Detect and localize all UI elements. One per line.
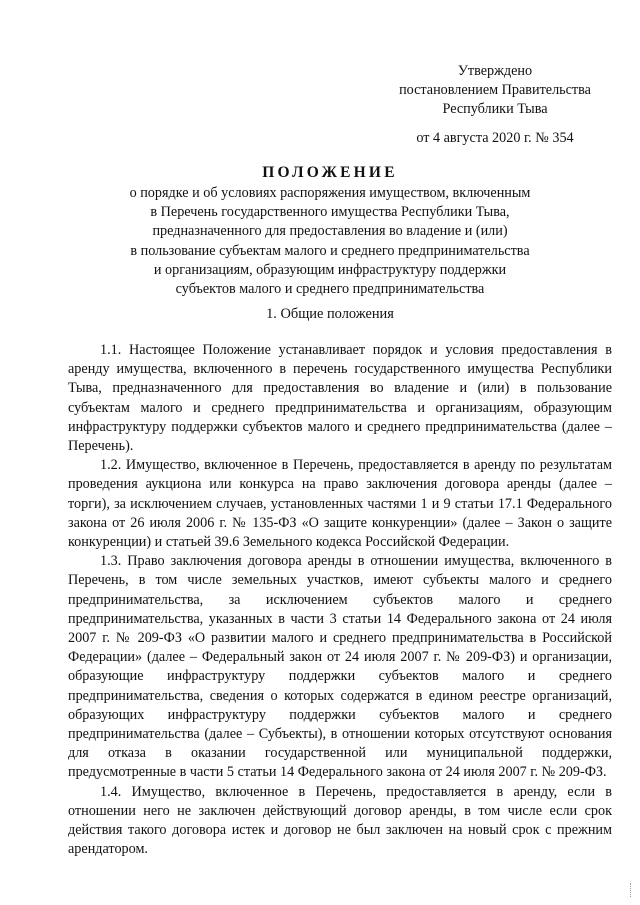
paragraph: 1.2. Имущество, включенное в Перечень, предоставляется в аренду по результатам проведения аукциона или конкурса на право заключения договора аренды (далее – торги), за исключением случаев, установленных частями 1 и 9 статьи 17.1 Федерального закона от 26 июля 2006 г. № 135-ФЗ «О защите конкуренции» (далее – Закон о защите конкуренции) и статьей 39.6 Земельного кодекса Российской Федерации. xyxy=(68,457,612,551)
paragraph: 1.3. Право заключения договора аренды в отношении имущества, включенного в Перечень, в том числе земельных участков, имеют субъекты малого и среднего предпринимательства, за исключением субъектов малого и среднего предпринимательства, указанных в части 3 статьи 14 Федерального закона от 24 июля 2007 г. № 209-ФЗ «О развитии малого и среднего предпринимательства в Российской Федерации» (далее – Федеральный закон от 24 июля 2007 г. № 209-ФЗ) и организации, образующие инфраструктуру поддержки субъектов малого и среднего предпринимательства, сведения о которых содержатся в едином реестре организаций, образующих инфраструктуру поддержки субъектов малого и среднего предпринимательства (далее – Субъекты), в отношении которых отсутствуют основания для отказа в оказании государственной или муниципальной поддержки, предусмотренные в части 5 статьи 14 Федерального закона от 24 июля 2007 г. № 209-ФЗ. xyxy=(68,553,612,781)
section-heading: 1. Общие положения xyxy=(266,306,394,322)
document-subtitle-line: субъектов малого и среднего предпринимательства xyxy=(175,281,485,298)
approval-line: Утверждено xyxy=(457,63,533,79)
approval-stamp xyxy=(380,62,610,148)
paragraph: 1.1. Настоящее Положение устанавливает порядок и условия предоставления в аренду имущества, включенного в перечень государственного имущества Республики Тыва, предназначенного для предоставления во владение и (или) в пользование субъектам малого и среднего предпринимательства и организациям, образующим инфраструктуру поддержки субъектов малого и среднего предпринимательства (далее – Перечень). xyxy=(68,342,612,455)
scan-mark xyxy=(630,883,634,897)
document-subtitle-line: о порядке и об условиях распоряжения имуществом, включенным xyxy=(129,185,531,201)
approval-line: постановлением Правительства xyxy=(399,82,591,98)
document-subtitle-line: и организациям, образующим инфраструктуру поддержки xyxy=(153,261,507,278)
approval-date: от 4 августа 2020 г. № 354 xyxy=(416,130,574,146)
document-body xyxy=(68,341,612,859)
document-subtitle-line: в пользование субъектам малого и среднего предпринимательства xyxy=(130,242,530,259)
document-subtitle-line: в Перечень государственного имущества Республики Тыва, xyxy=(150,204,510,221)
document-title-block xyxy=(80,162,580,299)
document-subtitle-line: предназначенного для предоставления во владение и (или) xyxy=(152,223,508,240)
paragraph: 1.4. Имущество, включенное в Перечень, предоставляется в аренду, если в отношении него не заключен действующий договор аренды, в том числе если срок действия такого договора истек и договор не был заключен на новый срок с прежним арендатором. xyxy=(68,783,612,858)
approval-line: Республики Тыва xyxy=(442,101,548,117)
document-title: ПОЛОЖЕНИЕ xyxy=(262,164,398,181)
